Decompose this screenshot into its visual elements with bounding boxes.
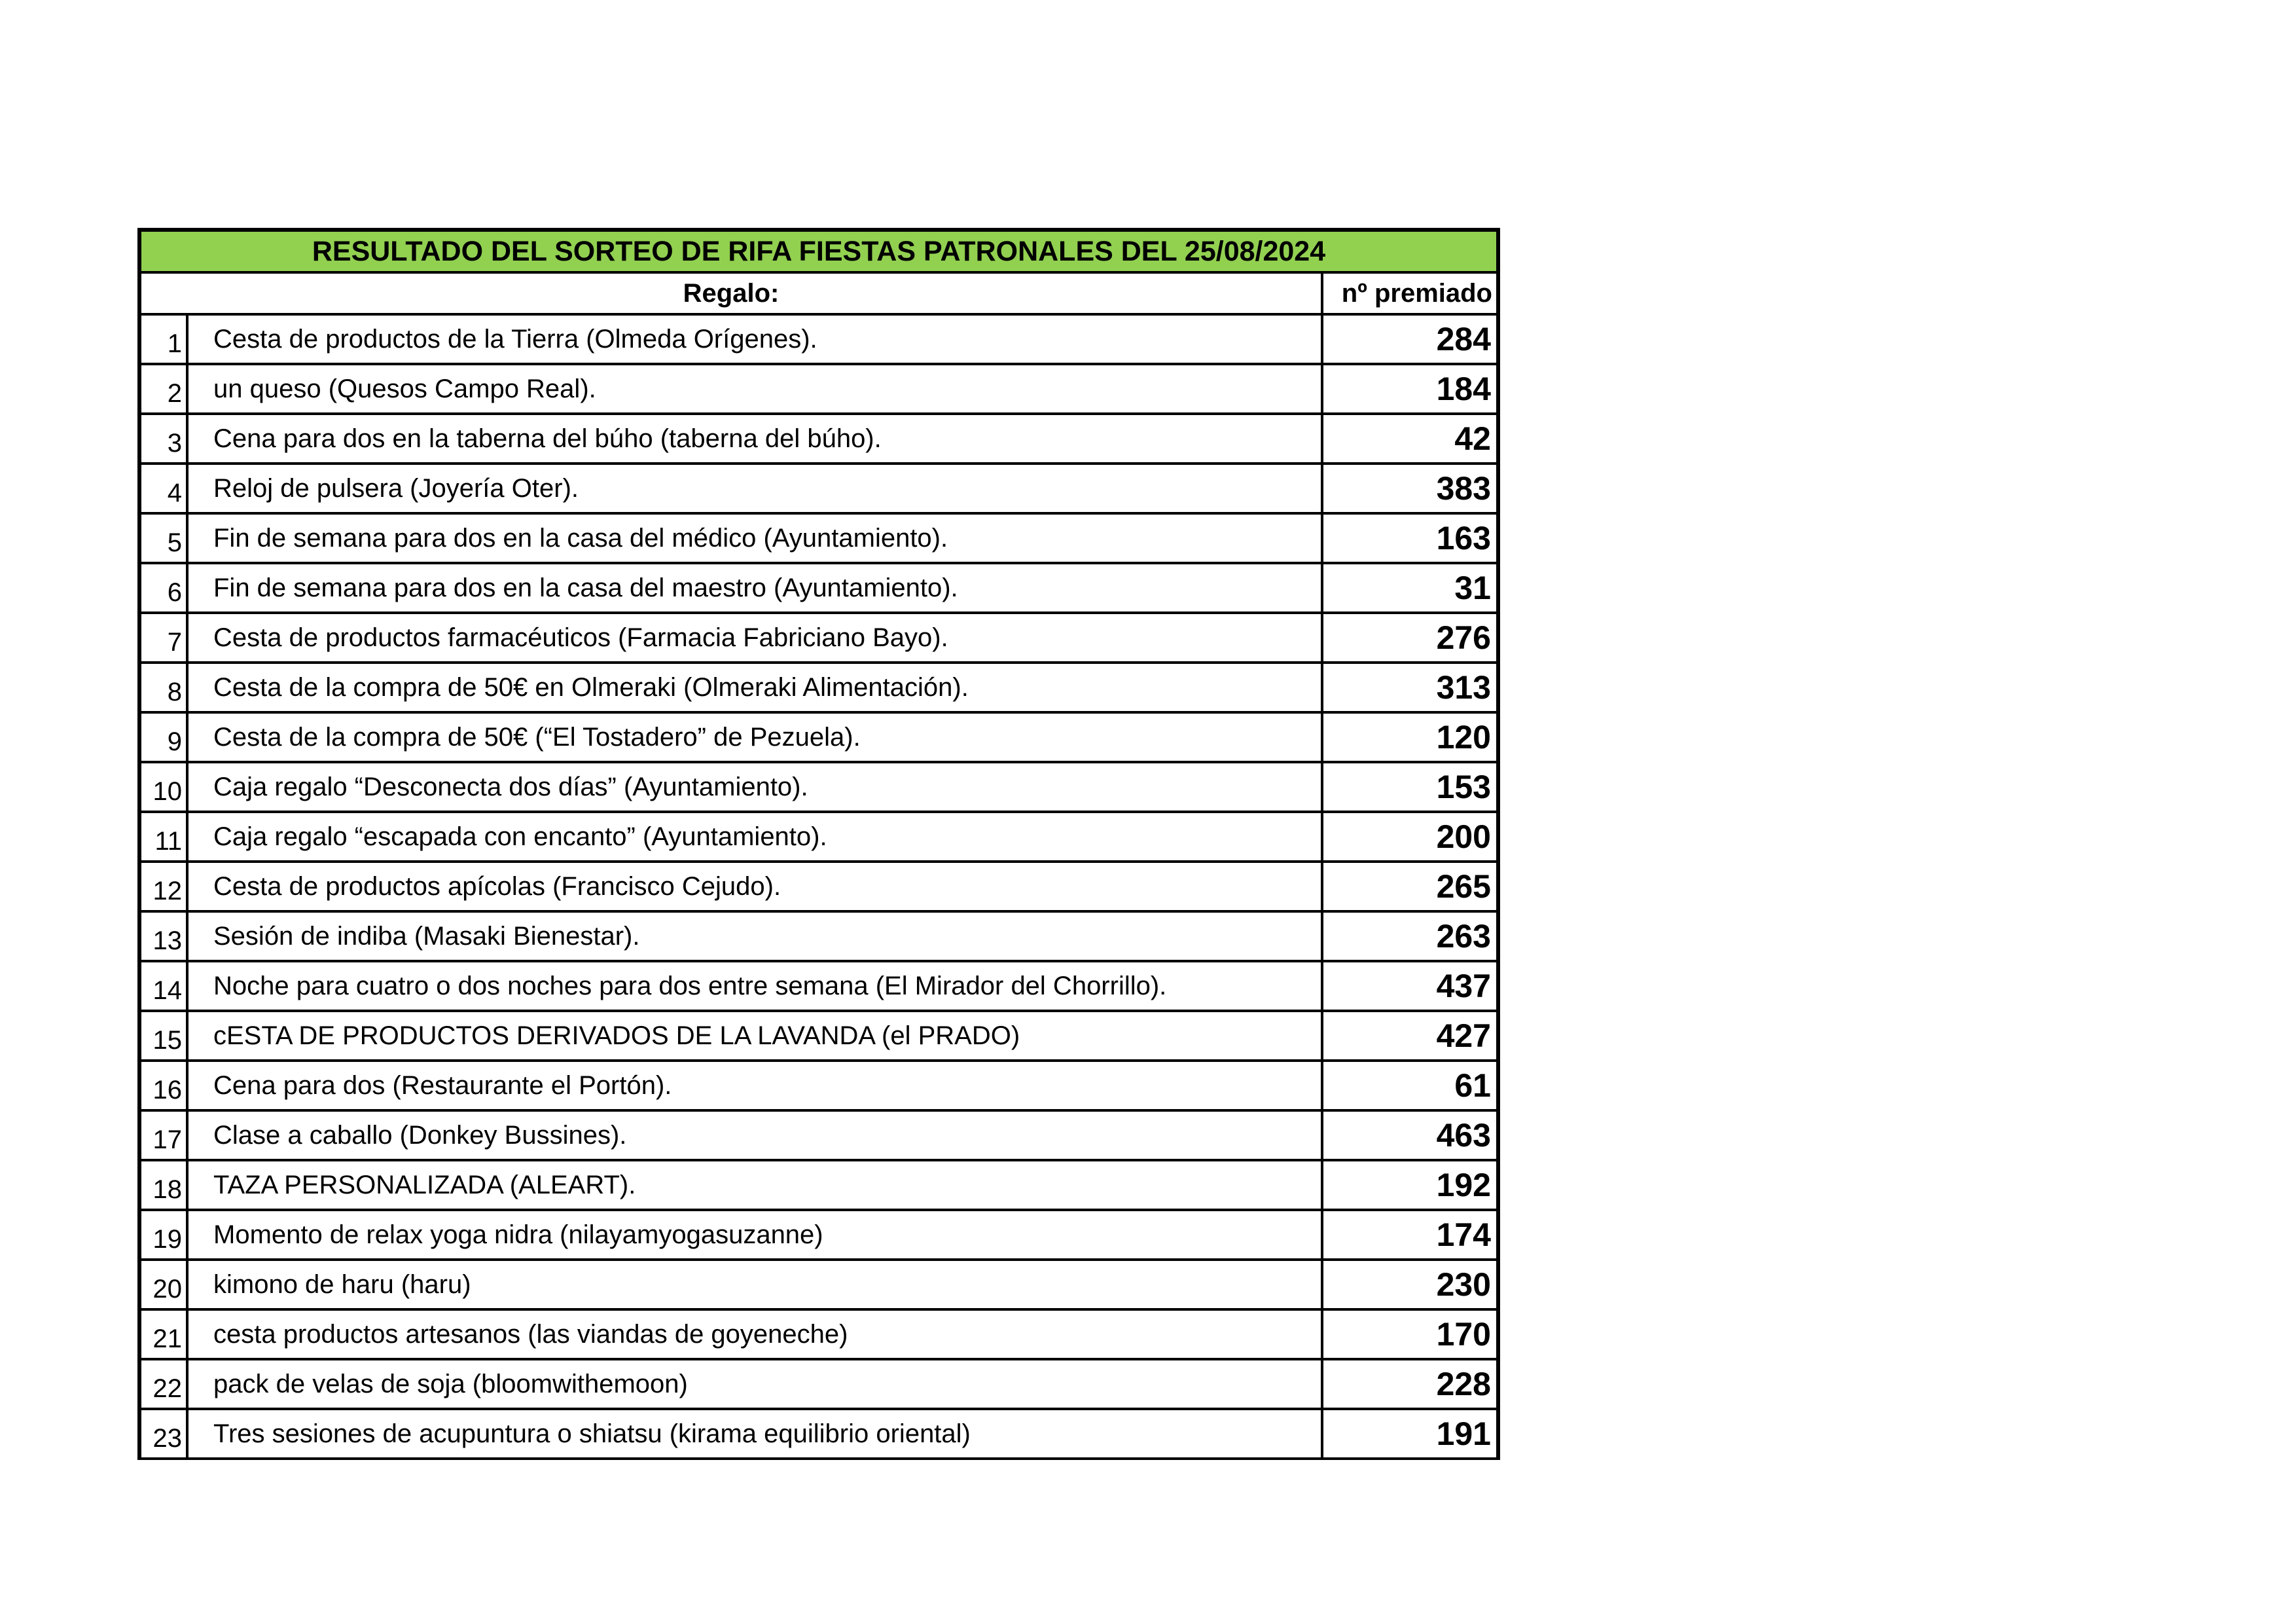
gift-description: Cesta de productos de la Tierra (Olmeda Orígenes). [188,316,1323,363]
table-row [137,1410,1500,1460]
winning-number: 192 [1323,1161,1500,1209]
winning-number: 153 [1323,763,1500,811]
table-row [137,1261,1500,1311]
row-index: 7 [141,614,188,661]
row-index: 18 [141,1161,188,1209]
row-index: 12 [141,863,188,910]
row-index: 22 [141,1360,188,1408]
winning-number: 437 [1323,962,1500,1010]
gift-description: Clase a caballo (Donkey Bussines). [188,1112,1323,1159]
row-index: 19 [141,1211,188,1258]
row-index: 1 [141,316,188,363]
winning-number: 427 [1323,1012,1500,1059]
row-index: 4 [141,465,188,512]
gift-description: cesta productos artesanos (las viandas de goyeneche) [188,1311,1323,1358]
row-index: 11 [141,813,188,860]
row-index: 16 [141,1062,188,1109]
gift-description: Cesta de la compra de 50€ en Olmeraki (Olmeraki Alimentación). [188,664,1323,711]
table-row [137,763,1500,813]
gift-description: kimono de haru (haru) [188,1261,1323,1308]
winning-number: 383 [1323,465,1500,512]
header-winning-number: nº premiado [1341,278,1492,308]
row-index: 6 [141,564,188,611]
table-row [137,365,1500,415]
row-index: 10 [141,763,188,811]
row-index: 14 [141,962,188,1010]
gift-description: Fin de semana para dos en la casa del médico (Ayuntamiento). [188,515,1323,562]
header-gift: Regalo: [141,274,1323,313]
winning-number: 191 [1323,1410,1500,1457]
table-row [137,1360,1500,1410]
gift-description: Fin de semana para dos en la casa del maestro (Ayuntamiento). [188,564,1323,611]
table-row [137,564,1500,614]
winning-number: 230 [1323,1261,1500,1308]
table-row [137,515,1500,564]
table-title: RESULTADO DEL SORTEO DE RIFA FIESTAS PATRONALES DEL 25/08/2024 [137,228,1500,274]
table-row [137,1311,1500,1360]
winning-number: 228 [1323,1360,1500,1408]
row-index: 23 [141,1410,188,1457]
table-header [137,274,1500,316]
gift-description: Cesta de productos farmacéuticos (Farmacia Fabriciano Bayo). [188,614,1323,661]
table-row [137,913,1500,962]
row-index: 3 [141,415,188,462]
table-row [137,664,1500,714]
winning-number: 463 [1323,1112,1500,1159]
gift-description: un queso (Quesos Campo Real). [188,365,1323,412]
table-row [137,1211,1500,1261]
winning-number: 120 [1323,714,1500,761]
table-row [137,813,1500,863]
winning-number: 263 [1323,913,1500,960]
winning-number: 163 [1323,515,1500,562]
table-row [137,1062,1500,1112]
winning-number: 170 [1323,1311,1500,1358]
table-row [137,415,1500,465]
winning-number: 276 [1323,614,1500,661]
gift-description: Sesión de indiba (Masaki Bienestar). [188,913,1323,960]
gift-description: Momento de relax yoga nidra (nilayamyogasuzanne) [188,1211,1323,1258]
row-index: 20 [141,1261,188,1308]
table-row [137,714,1500,763]
gift-description: TAZA PERSONALIZADA (ALEART). [188,1161,1323,1209]
gift-description: Reloj de pulsera (Joyería Oter). [188,465,1323,512]
gift-description: Caja regalo “Desconecta dos días” (Ayuntamiento). [188,763,1323,811]
winning-number: 31 [1323,564,1500,611]
gift-description: Cena para dos en la taberna del búho (taberna del búho). [188,415,1323,462]
table-row [137,465,1500,515]
row-index: 5 [141,515,188,562]
row-index: 17 [141,1112,188,1159]
row-index: 15 [141,1012,188,1059]
winning-number: 284 [1323,316,1500,363]
winning-number: 313 [1323,664,1500,711]
row-index: 2 [141,365,188,412]
gift-description: Cesta de la compra de 50€ (“El Tostadero” de Pezuela). [188,714,1323,761]
gift-description: Noche para cuatro o dos noches para dos entre semana (El Mirador del Chorrillo). [188,962,1323,1010]
row-index: 13 [141,913,188,960]
winning-number: 174 [1323,1211,1500,1258]
gift-description: Caja regalo “escapada con encanto” (Ayuntamiento). [188,813,1323,860]
row-index: 8 [141,664,188,711]
raffle-results-table [137,228,1500,1460]
winning-number: 184 [1323,365,1500,412]
winning-number: 42 [1323,415,1500,462]
gift-description: Tres sesiones de acupuntura o shiatsu (kirama equilibrio oriental) [188,1410,1323,1457]
row-index: 21 [141,1311,188,1358]
table-row [137,962,1500,1012]
table-row [137,1112,1500,1161]
winning-number: 265 [1323,863,1500,910]
gift-description: Cena para dos (Restaurante el Portón). [188,1062,1323,1109]
row-index: 9 [141,714,188,761]
winning-number: 61 [1323,1062,1500,1109]
gift-description: Cesta de productos apícolas (Francisco Cejudo). [188,863,1323,910]
table-body [137,316,1500,1460]
table-row [137,1161,1500,1211]
winning-number: 200 [1323,813,1500,860]
table-row [137,316,1500,365]
table-row [137,614,1500,664]
table-row [137,863,1500,913]
table-row [137,1012,1500,1062]
gift-description: cESTA DE PRODUCTOS DERIVADOS DE LA LAVANDA (el PRADO) [188,1012,1323,1059]
gift-description: pack de velas de soja (bloomwithemoon) [188,1360,1323,1408]
